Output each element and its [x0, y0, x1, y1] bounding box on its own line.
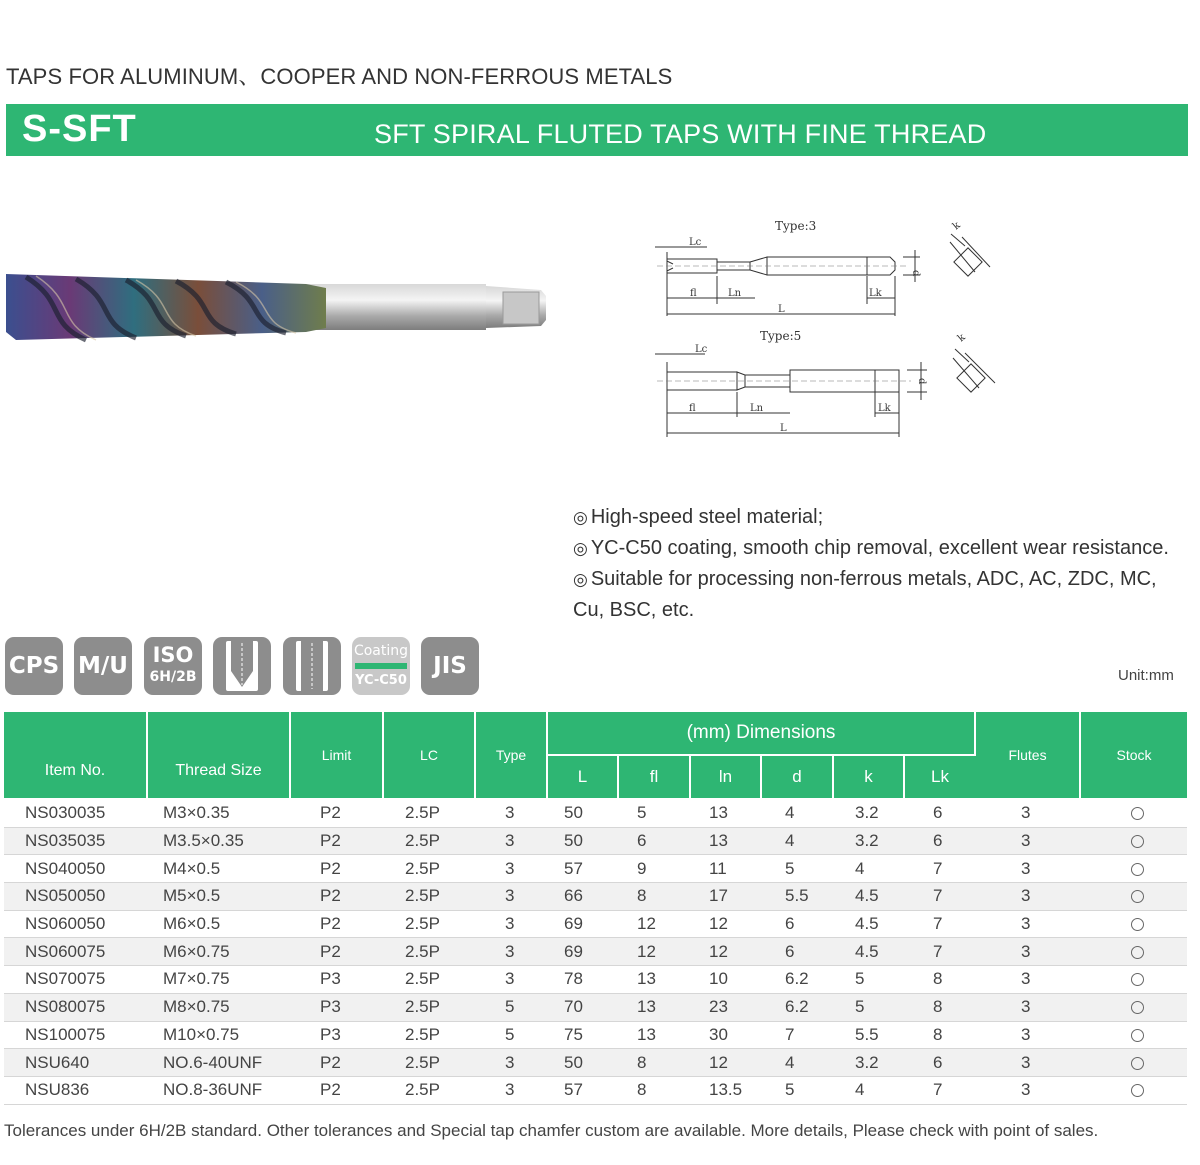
- cell-ln: 17: [690, 883, 761, 911]
- cell-d: 6.2: [761, 966, 833, 994]
- cell-fl: 13: [618, 966, 690, 994]
- cell-k: 5: [833, 966, 904, 994]
- dim-lk-label: Lk: [869, 288, 882, 299]
- table-row: [4, 910, 1187, 938]
- cell-type: 3: [475, 1076, 547, 1104]
- cell-lk: 7: [904, 855, 975, 883]
- cell-lk: 7: [904, 910, 975, 938]
- table-row: [4, 1076, 1187, 1104]
- cell-item: NS030035: [4, 799, 147, 827]
- cell-stock: [1080, 883, 1187, 911]
- cell-k: 4: [833, 1076, 904, 1104]
- cell-lk: 7: [904, 883, 975, 911]
- cell-thread: M3×0.35: [147, 799, 290, 827]
- cell-lk: 6: [904, 799, 975, 827]
- cell-thread: M4×0.5: [147, 855, 290, 883]
- table-row: [4, 1049, 1187, 1077]
- cell-l: 69: [547, 910, 618, 938]
- tap-schematic: [645, 212, 1015, 444]
- mu-badge: M/U: [74, 637, 132, 695]
- cell-d: 5: [761, 855, 833, 883]
- cell-thread: M10×0.75: [147, 1021, 290, 1049]
- cell-stock: [1080, 910, 1187, 938]
- cell-l: 50: [547, 827, 618, 855]
- cell-thread: NO.6-40UNF: [147, 1049, 290, 1077]
- cell-ln: 13.5: [690, 1076, 761, 1104]
- cell-thread: M5×0.5: [147, 883, 290, 911]
- cell-lk: 7: [904, 1076, 975, 1104]
- feature-item: ◎ YC-C50 coating, smooth chip removal, excellent wear resistance.: [573, 537, 1169, 559]
- cell-type: 3: [475, 855, 547, 883]
- cell-item: NS060075: [4, 938, 147, 966]
- cell-lc: 2.5P: [383, 883, 475, 911]
- cell-k: 3.2: [833, 827, 904, 855]
- footnote: Tolerances under 6H/2B standard. Other tolerances and Special tap chamfer custom are available. More details, Please check with point of sales.: [4, 1121, 1099, 1140]
- cell-d: 6: [761, 938, 833, 966]
- cell-fl: 6: [618, 827, 690, 855]
- cell-fl: 12: [618, 910, 690, 938]
- cell-lk: 6: [904, 827, 975, 855]
- cell-lk: 6: [904, 1049, 975, 1077]
- cell-limit: P3: [290, 966, 383, 994]
- cell-item: NSU836: [4, 1076, 147, 1104]
- iso-badge: ISO 6H/2B: [144, 637, 202, 695]
- cell-fl: 5: [618, 799, 690, 827]
- cell-lc: 2.5P: [383, 1021, 475, 1049]
- cell-fl: 13: [618, 1021, 690, 1049]
- cell-limit: P2: [290, 1049, 383, 1077]
- cell-l: 50: [547, 1049, 618, 1077]
- cell-k: 3.2: [833, 799, 904, 827]
- stock-circle-icon: [1131, 918, 1144, 931]
- col-stock: Stock: [1080, 712, 1187, 799]
- jis-badge: JIS: [421, 637, 479, 695]
- table-row: [4, 1021, 1187, 1049]
- cell-d: 4: [761, 827, 833, 855]
- cell-flutes: 3: [975, 799, 1080, 827]
- cell-lk: 8: [904, 993, 975, 1021]
- cell-limit: P2: [290, 1076, 383, 1104]
- cell-thread: M7×0.75: [147, 966, 290, 994]
- cell-k: 4: [833, 855, 904, 883]
- col-thread-size: Thread Size: [147, 712, 290, 799]
- cell-type: 3: [475, 938, 547, 966]
- cell-ln: 23: [690, 993, 761, 1021]
- cell-flutes: 3: [975, 883, 1080, 911]
- cell-stock: [1080, 855, 1187, 883]
- cell-item: NS080075: [4, 993, 147, 1021]
- cell-item: NS050050: [4, 883, 147, 911]
- cell-stock: [1080, 1076, 1187, 1104]
- type3-label: Type:3: [775, 219, 817, 233]
- cell-type: 3: [475, 827, 547, 855]
- cell-d: 5.5: [761, 883, 833, 911]
- col-l: L: [547, 755, 618, 799]
- spec-table: [4, 712, 1187, 1105]
- col-d: d: [761, 755, 833, 799]
- cell-l: 50: [547, 799, 618, 827]
- cell-k: 3.2: [833, 1049, 904, 1077]
- cell-lc: 2.5P: [383, 855, 475, 883]
- cell-thread: M6×0.5: [147, 910, 290, 938]
- table-row: [4, 827, 1187, 855]
- cell-ln: 12: [690, 1049, 761, 1077]
- stock-circle-icon: [1131, 946, 1144, 959]
- cell-lc: 2.5P: [383, 1049, 475, 1077]
- cell-type: 3: [475, 966, 547, 994]
- cell-thread: M3.5×0.35: [147, 827, 290, 855]
- feature-item: ◎ High-speed steel material;: [573, 506, 824, 528]
- cell-l: 69: [547, 938, 618, 966]
- cell-limit: P2: [290, 938, 383, 966]
- cell-type: 3: [475, 799, 547, 827]
- cell-stock: [1080, 827, 1187, 855]
- stock-circle-icon: [1131, 1057, 1144, 1070]
- bullet-icon: ◎: [573, 508, 588, 528]
- category-title: TAPS FOR ALUMINUM、COOPER AND NON-FERROUS METALS: [6, 64, 673, 89]
- cell-flutes: 3: [975, 1021, 1080, 1049]
- cell-fl: 8: [618, 1076, 690, 1104]
- feature-list: [573, 502, 1188, 625]
- dim-k-label: k: [950, 219, 963, 233]
- product-code: S-SFT: [22, 108, 137, 150]
- cell-flutes: 3: [975, 1076, 1080, 1104]
- dim-d-label-5: d: [916, 378, 927, 385]
- col-dimensions: (mm) Dimensions: [547, 712, 975, 755]
- dim-ln-label: Ln: [728, 288, 742, 299]
- cell-flutes: 3: [975, 1049, 1080, 1077]
- cell-ln: 12: [690, 910, 761, 938]
- table-row: [4, 883, 1187, 911]
- cell-k: 4.5: [833, 910, 904, 938]
- stock-circle-icon: [1131, 973, 1144, 986]
- cell-lc: 2.5P: [383, 799, 475, 827]
- col-k: k: [833, 755, 904, 799]
- cell-limit: P2: [290, 883, 383, 911]
- cell-item: NS040050: [4, 855, 147, 883]
- col-type: Type: [475, 712, 547, 799]
- col-limit: Limit: [290, 712, 383, 799]
- cell-k: 4.5: [833, 883, 904, 911]
- cell-d: 7: [761, 1021, 833, 1049]
- cell-fl: 9: [618, 855, 690, 883]
- cell-ln: 30: [690, 1021, 761, 1049]
- cell-flutes: 3: [975, 827, 1080, 855]
- cell-d: 5: [761, 1076, 833, 1104]
- col-lc: LC: [383, 712, 475, 799]
- coating-badge: Coating YC-C50: [352, 637, 410, 695]
- feature-item: ◎ Suitable for processing non-ferrous metals, ADC, AC, ZDC, MC, Cu, BSC, etc.: [573, 568, 1157, 621]
- cell-stock: [1080, 799, 1187, 827]
- cell-thread: M6×0.75: [147, 938, 290, 966]
- product-subtitle: SFT SPIRAL FLUTED TAPS WITH FINE THREAD: [374, 119, 987, 149]
- cell-limit: P3: [290, 1021, 383, 1049]
- stock-circle-icon: [1131, 835, 1144, 848]
- cell-lk: 8: [904, 1021, 975, 1049]
- cell-limit: P2: [290, 855, 383, 883]
- cell-item: NSU640: [4, 1049, 147, 1077]
- cell-thread: NO.8-36UNF: [147, 1076, 290, 1104]
- cell-d: 4: [761, 799, 833, 827]
- col-lk: Lk: [904, 755, 975, 799]
- cell-ln: 12: [690, 938, 761, 966]
- cell-stock: [1080, 993, 1187, 1021]
- dim-lc-label-5: Lc: [695, 344, 708, 355]
- stock-circle-icon: [1131, 1001, 1144, 1014]
- cell-fl: 8: [618, 1049, 690, 1077]
- cell-lc: 2.5P: [383, 966, 475, 994]
- cps-badge: CPS: [5, 637, 63, 695]
- cell-l: 66: [547, 883, 618, 911]
- table-row: [4, 938, 1187, 966]
- dim-lk-label-5: Lk: [878, 403, 891, 414]
- stock-circle-icon: [1131, 863, 1144, 876]
- cell-stock: [1080, 1021, 1187, 1049]
- cell-limit: P2: [290, 910, 383, 938]
- cell-lc: 2.5P: [383, 827, 475, 855]
- cell-l: 75: [547, 1021, 618, 1049]
- cell-k: 4.5: [833, 938, 904, 966]
- cell-l: 57: [547, 855, 618, 883]
- cell-k: 5.5: [833, 1021, 904, 1049]
- table-row: [4, 966, 1187, 994]
- tap-product-image: [6, 262, 551, 344]
- cell-l: 57: [547, 1076, 618, 1104]
- through-hole-icon: [283, 637, 341, 695]
- cell-type: 3: [475, 1049, 547, 1077]
- col-flutes: Flutes: [975, 712, 1080, 799]
- stock-circle-icon: [1131, 807, 1144, 820]
- cell-fl: 8: [618, 883, 690, 911]
- cell-stock: [1080, 938, 1187, 966]
- cell-limit: P2: [290, 799, 383, 827]
- cell-stock: [1080, 966, 1187, 994]
- cell-item: NS035035: [4, 827, 147, 855]
- cell-lc: 2.5P: [383, 993, 475, 1021]
- cell-thread: M8×0.75: [147, 993, 290, 1021]
- cell-ln: 10: [690, 966, 761, 994]
- bullet-icon: ◎: [573, 570, 588, 590]
- cell-ln: 13: [690, 827, 761, 855]
- cell-d: 4: [761, 1049, 833, 1077]
- cell-lc: 2.5P: [383, 938, 475, 966]
- cell-flutes: 3: [975, 966, 1080, 994]
- cell-ln: 13: [690, 799, 761, 827]
- cell-ln: 11: [690, 855, 761, 883]
- cell-item: NS100075: [4, 1021, 147, 1049]
- cell-l: 78: [547, 966, 618, 994]
- dim-lc-label: Lc: [689, 237, 702, 248]
- bullet-icon: ◎: [573, 539, 588, 559]
- cell-fl: 12: [618, 938, 690, 966]
- dim-k-label-5: k: [955, 331, 968, 345]
- dim-fl-label: fl: [690, 288, 697, 299]
- cell-stock: [1080, 1049, 1187, 1077]
- blind-hole-icon: [213, 637, 271, 695]
- dim-l-label-5: L: [780, 423, 787, 434]
- cell-d: 6.2: [761, 993, 833, 1021]
- cell-limit: P3: [290, 993, 383, 1021]
- dim-l-label: L: [778, 304, 785, 315]
- product-banner: [6, 104, 1188, 156]
- col-item-no: Item No.: [4, 712, 147, 799]
- cell-type: 5: [475, 993, 547, 1021]
- cell-fl: 13: [618, 993, 690, 1021]
- cell-type: 3: [475, 910, 547, 938]
- cell-limit: P2: [290, 827, 383, 855]
- stock-circle-icon: [1131, 890, 1144, 903]
- cell-lc: 2.5P: [383, 910, 475, 938]
- col-ln: ln: [690, 755, 761, 799]
- table-row: [4, 993, 1187, 1021]
- table-row: [4, 855, 1187, 883]
- cell-type: 3: [475, 883, 547, 911]
- cell-l: 70: [547, 993, 618, 1021]
- cell-d: 6: [761, 910, 833, 938]
- stock-circle-icon: [1131, 1084, 1144, 1097]
- cell-flutes: 3: [975, 910, 1080, 938]
- unit-label: Unit:mm: [1118, 667, 1174, 684]
- cell-item: NS060050: [4, 910, 147, 938]
- cell-flutes: 3: [975, 993, 1080, 1021]
- cell-lk: 8: [904, 966, 975, 994]
- cell-flutes: 3: [975, 855, 1080, 883]
- table-row: [4, 799, 1187, 827]
- type5-label: Type:5: [760, 329, 802, 343]
- dim-fl-label-5: fl: [689, 403, 696, 414]
- dim-d-label: d: [910, 270, 921, 277]
- cell-k: 5: [833, 993, 904, 1021]
- dim-ln-label-5: Ln: [750, 403, 764, 414]
- cell-flutes: 3: [975, 938, 1080, 966]
- stock-circle-icon: [1131, 1029, 1144, 1042]
- col-fl: fl: [618, 755, 690, 799]
- cell-lk: 7: [904, 938, 975, 966]
- cell-lc: 2.5P: [383, 1076, 475, 1104]
- cell-type: 5: [475, 1021, 547, 1049]
- cell-item: NS070075: [4, 966, 147, 994]
